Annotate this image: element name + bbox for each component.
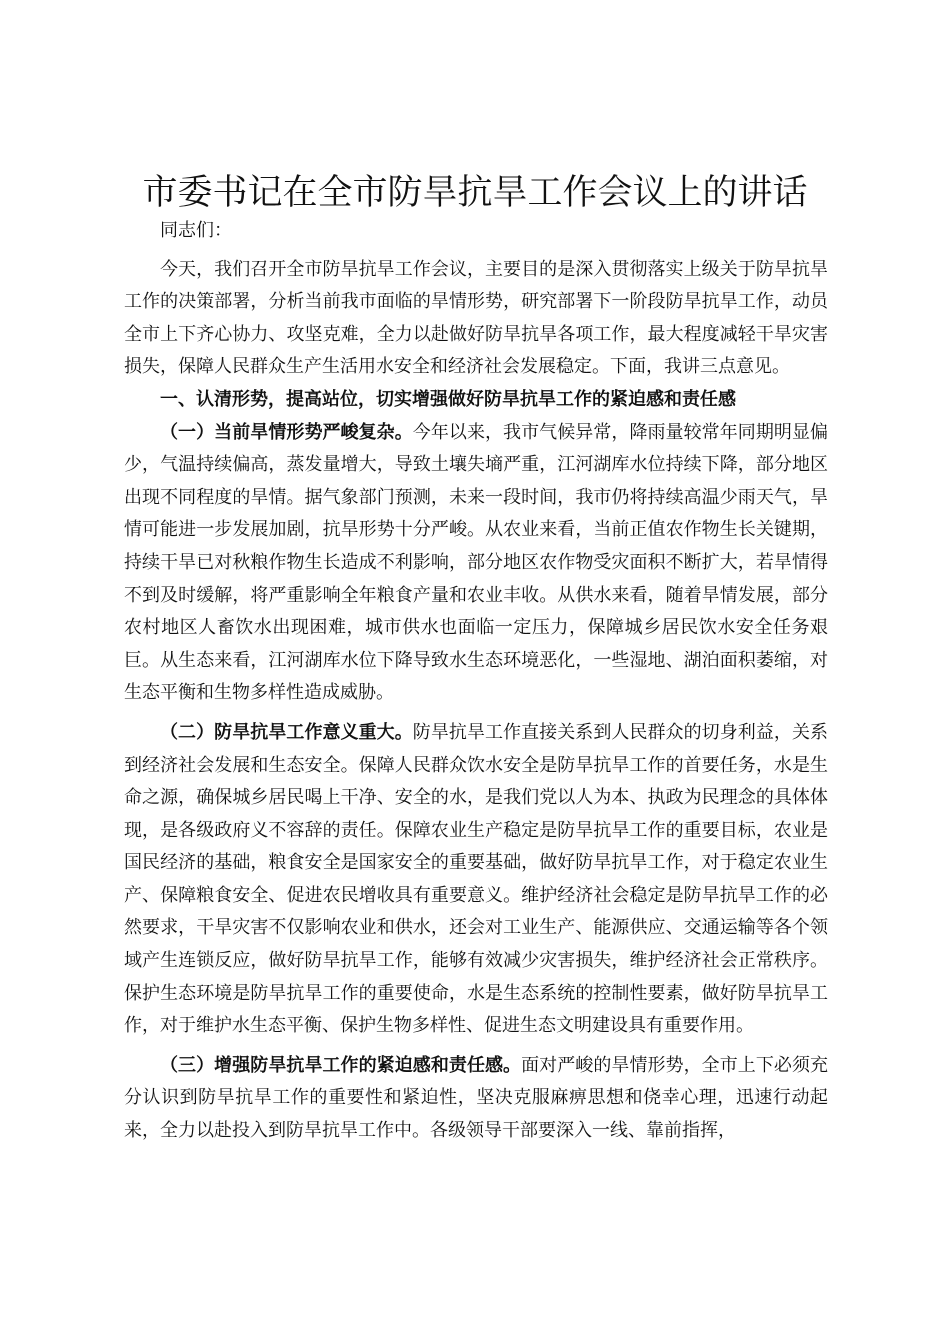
subsection-1-paragraph	[124, 417, 828, 710]
subsection-2-heading: （二）防旱抗旱工作意义重大。	[160, 721, 413, 743]
subsection-3-text: 面对严峻的旱情形势，全市上下必须充分认识到防旱抗旱工作的重要性和紧迫性，坚决克服麻痹思想和侥幸心理，迅速行动起来，全力以赴投入到防旱抗旱工作中。各级领导干部要深入一线、靠前指挥，	[124, 1054, 828, 1142]
section-1-heading: 一、认清形势，提高站位，切实增强做好防旱抗旱工作的紧迫感和责任感	[160, 388, 736, 410]
subsection-3-heading: （三）增强防旱抗旱工作的紧迫感和责任感。	[160, 1054, 522, 1076]
document-body	[124, 215, 828, 1148]
salutation: 同志们：	[160, 220, 232, 241]
subsection-3-paragraph	[124, 1050, 828, 1148]
subsection-1-heading: （一）当前旱情形势严峻复杂。	[160, 421, 413, 443]
subsection-2-paragraph	[124, 717, 828, 1043]
subsection-2-text: 防旱抗旱工作直接关系到人民群众的切身利益，关系到经济社会发展和生态安全。保障人民群众饮水安全是防旱抗旱工作的首要任务，水是生命之源，确保城乡居民喝上干净、安全的水，是我们党以人为本、执政为民理念的具体体现，是各级政府义不容辞的责任。保障农业生产稳定是防旱抗旱工作的重要目标，农业是国民经济的基础，粮食安全是国家安全的重要基础，做好防旱抗旱工作，对于稳定农业生产、保障粮食安全、促进农民增收具有重要意义。维护经济社会稳定是防旱抗旱工作的必然要求，干旱灾害不仅影响农业和供水，还会对工业生产、能源供应、交通运输等各个领域产生连锁反应，做好防旱抗旱工作，能够有效减少灾害损失，维护经济社会正常秩序。保护生态环境是防旱抗旱工作的重要使命，水是生态系统的控制性要素，做好防旱抗旱工作，对于维护水生态平衡、保护生物多样性、促进生态文明建设具有重要作用。	[124, 721, 829, 1037]
document-title: 市委书记在全市防旱抗旱工作会议上的讲话	[142, 173, 808, 213]
subsection-1-text: 今年以来，我市气候异常，降雨量较常年同期明显偏少，气温持续偏高，蒸发量增大，导致土壤失墒严重，江河湖库水位持续下降，部分地区出现不同程度的旱情。据气象部门预测，未来一段时间，我市仍将持续高温少雨天气，旱情可能进一步发展加剧，抗旱形势十分严峻。从农业来看，当前正值农作物生长关键期，持续干旱已对秋粮作物生长造成不利影响，部分地区农作物受灾面积不断扩大，若旱情得不到及时缓解，将严重影响全年粮食产量和农业丰收。从供水来看，随着旱情发展，部分农村地区人畜饮水出现困难，城市供水也面临一定压力，保障城乡居民饮水安全任务艰巨。从生态来看，江河湖库水位下降导致水生态环境恶化，一些湿地、湖泊面积萎缩，对生态平衡和生物多样性造成威胁。	[124, 421, 829, 704]
intro-paragraph: 今天，我们召开全市防旱抗旱工作会议，主要目的是深入贯彻落实上级关于防旱抗旱工作的决策部署，分析当前我市面临的旱情形势，研究部署下一阶段防旱抗旱工作，动员全市上下齐心协力、攻坚克难，全力以赴做好防旱抗旱各项工作，最大程度减轻干旱灾害损失，保障人民群众生产生活用水安全和经济社会发展稳定。下面，我讲三点意见。	[124, 258, 828, 378]
